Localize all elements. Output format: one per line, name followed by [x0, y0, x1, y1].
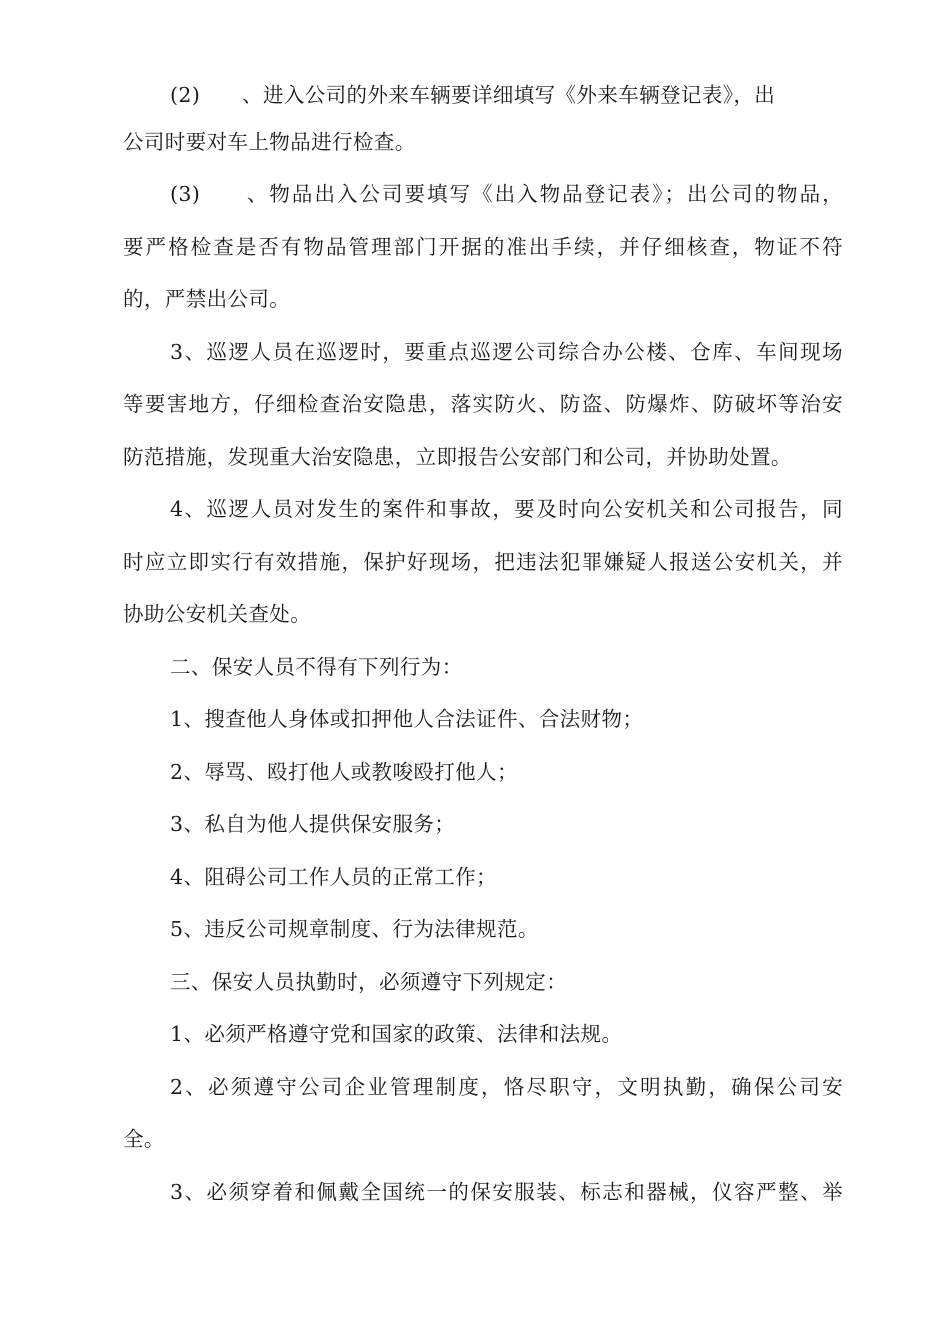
list-item: 1、必须严格遵守党和国家的政策、法律和法规。	[170, 1022, 623, 1046]
list-item: 2、必须遵守公司企业管理制度，恪尽职守，文明执勤，确保公司安	[170, 1075, 843, 1099]
list-item: 4、阻碍公司工作人员的正常工作；	[170, 865, 497, 889]
text-line: 协助公安机关查处。	[123, 602, 312, 626]
text-line: 等要害地方，仔细检查治安隐患，落实防火、防盗、防爆炸、防破坏等治安	[123, 392, 843, 416]
section-heading: 三、保安人员执勤时，必须遵守下列规定：	[170, 970, 568, 994]
text-line: 3、巡逻人员在巡逻时，要重点巡逻公司综合办公楼、仓库、车间现场	[170, 340, 843, 364]
list-item: 3、必须穿着和佩戴全国统一的保安服装、标志和器械，仪容严整、举	[170, 1180, 843, 1204]
list-item: 3、私自为他人提供保安服务；	[170, 812, 456, 836]
section-heading: 二、保安人员不得有下列行为：	[170, 655, 463, 679]
text-line: 要严格检查是否有物品管理部门开据的准出手续，并仔细核查，物证不符	[123, 235, 843, 259]
text-line: 时应立即实行有效措施，保护好现场，把违法犯罪嫌疑人报送公安机关，并	[123, 550, 843, 574]
text-line: (3) 、物品出入公司要填写《出入物品登记表》；出公司的物品，	[170, 182, 843, 206]
text-line: (2) 、进入公司的外来车辆要详细填写《外来车辆登记表》，出	[170, 83, 776, 107]
list-item: 5、违反公司规章制度、行为法律规范。	[170, 917, 539, 941]
list-item: 2、辱骂、殴打他人或教唆殴打他人；	[170, 760, 518, 784]
text-line: 防范措施，发现重大治安隐患，立即报告公安部门和公司，并协助处置。	[123, 445, 792, 469]
list-item: 1、搜查他人身体或扣押他人合法证件、合法财物；	[170, 707, 644, 731]
text-line: 公司时要对车上物品进行检查。	[123, 130, 416, 154]
text-line: 的，严禁出公司。	[123, 287, 291, 311]
text-line: 全。	[123, 1127, 165, 1151]
text-line: 4、巡逻人员对发生的案件和事故，要及时向公安机关和公司报告，同	[170, 497, 843, 521]
